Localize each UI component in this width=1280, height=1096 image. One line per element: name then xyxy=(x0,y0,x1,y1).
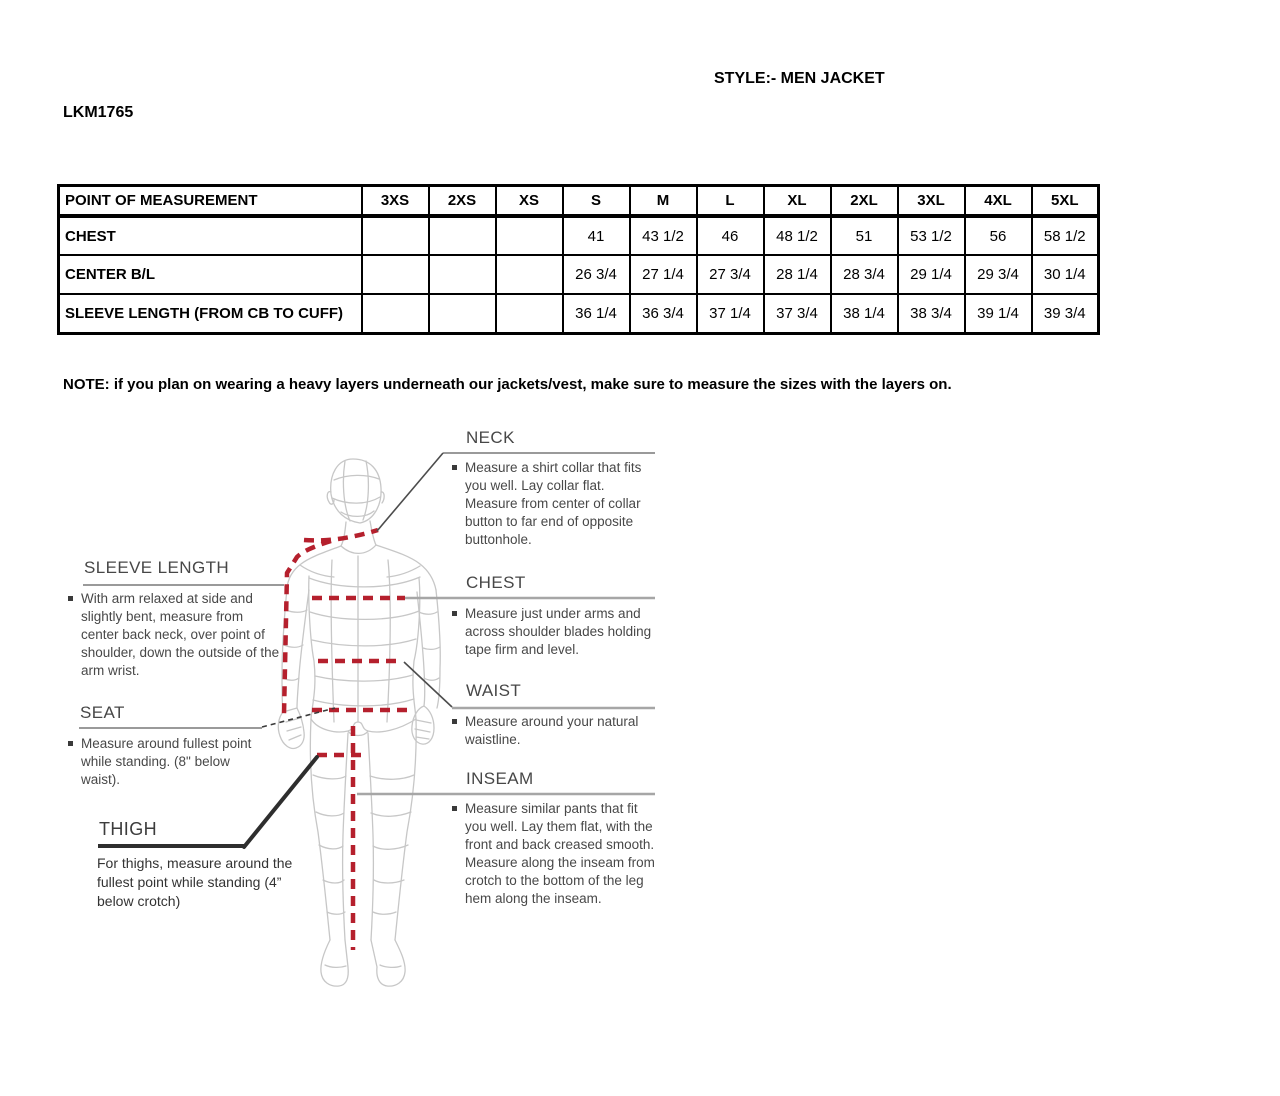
bullet-square-icon xyxy=(68,596,73,601)
table-cell xyxy=(362,216,429,255)
bullet-square-icon xyxy=(452,465,457,470)
table-cell: 51 xyxy=(831,216,898,255)
column-header: XL xyxy=(764,186,831,217)
column-header: S xyxy=(563,186,630,217)
table-cell xyxy=(362,294,429,333)
table-cell: 48 1/2 xyxy=(764,216,831,255)
sleeve-length-instructions-text: With arm relaxed at side and slightly bent, measure from center back neck, over point of shoulder, down the outside of the arm wrist. xyxy=(81,591,280,678)
seat-instructions xyxy=(68,735,263,789)
column-header: POINT OF MEASUREMENT xyxy=(59,186,362,217)
table-cell: 58 1/2 xyxy=(1032,216,1099,255)
neck-measure-line xyxy=(304,530,378,540)
table-cell xyxy=(362,255,429,294)
mannequin-figure xyxy=(278,459,440,986)
table-cell xyxy=(429,255,496,294)
table-cell: 27 3/4 xyxy=(697,255,764,294)
waist-section-label: WAIST xyxy=(466,681,522,700)
table-cell xyxy=(429,216,496,255)
table-cell: 36 3/4 xyxy=(630,294,697,333)
table-cell xyxy=(496,216,563,255)
column-header: 3XS xyxy=(362,186,429,217)
row-label: SLEEVE LENGTH (FROM CB TO CUFF) xyxy=(59,294,362,333)
thigh-instructions-text: For thighs, measure around the fullest point while standing (4” below crotch) xyxy=(97,855,293,909)
table-cell: 38 3/4 xyxy=(898,294,965,333)
chest-instructions-text: Measure just under arms and across shoulder blades holding tape firm and level. xyxy=(465,606,652,657)
table-cell: 27 1/4 xyxy=(630,255,697,294)
style-title: STYLE:- MEN JACKET xyxy=(714,70,885,87)
table-cell: 26 3/4 xyxy=(563,255,630,294)
table-cell: 36 1/4 xyxy=(563,294,630,333)
sleeve-length-section-label: SLEEVE LENGTH xyxy=(84,558,230,577)
table-cell: 37 3/4 xyxy=(764,294,831,333)
column-header: 2XL xyxy=(831,186,898,217)
sleeve-length-instructions xyxy=(68,590,283,680)
table-cell: 29 1/4 xyxy=(898,255,965,294)
table-row xyxy=(59,294,1099,333)
thigh-instructions xyxy=(97,854,297,911)
size-chart-table xyxy=(57,184,1100,335)
table-cell: 39 3/4 xyxy=(1032,294,1099,333)
table-cell: 39 1/4 xyxy=(965,294,1032,333)
waist-instructions xyxy=(452,713,652,749)
inseam-instructions-text: Measure similar pants that fit you well. Lay them flat, with the front and back creased smooth. Measure along the inseam from crotch to the bottom of the leg hem along the inseam. xyxy=(465,801,655,906)
column-header: XS xyxy=(496,186,563,217)
waist-instructions-text: Measure around your natural waistline. xyxy=(465,714,639,747)
table-cell: 46 xyxy=(697,216,764,255)
column-header: 4XL xyxy=(965,186,1032,217)
table-header-row xyxy=(59,186,1099,217)
column-header: M xyxy=(630,186,697,217)
table-cell: 28 3/4 xyxy=(831,255,898,294)
neck-instructions-text: Measure a shirt collar that fits you well. Lay collar flat. Measure from center of collar button to far end of opposite buttonhole. xyxy=(465,460,642,547)
inseam-instructions xyxy=(452,800,657,908)
seat-section-label: SEAT xyxy=(80,703,125,722)
table-row xyxy=(59,255,1099,294)
neck-callout-line xyxy=(377,453,443,531)
table-cell: 30 1/4 xyxy=(1032,255,1099,294)
table-cell xyxy=(496,294,563,333)
table-cell: 56 xyxy=(965,216,1032,255)
column-header: L xyxy=(697,186,764,217)
model-code: LKM1765 xyxy=(63,104,134,121)
note-text: NOTE: if you plan on wearing a heavy layers underneath our jackets/vest, make sure to measure the sizes with the layers on. xyxy=(63,376,952,393)
table-row xyxy=(59,216,1099,255)
chest-instructions xyxy=(452,605,662,659)
measurement-diagram xyxy=(0,420,720,1020)
chest-section-label: CHEST xyxy=(466,573,526,592)
table-cell: 41 xyxy=(563,216,630,255)
column-header: 2XS xyxy=(429,186,496,217)
bullet-square-icon xyxy=(452,719,457,724)
sleeve-measure-line xyxy=(284,541,331,714)
table-cell: 38 1/4 xyxy=(831,294,898,333)
bullet-square-icon xyxy=(452,806,457,811)
row-label: CENTER B/L xyxy=(59,255,362,294)
table-cell xyxy=(496,255,563,294)
column-header: 3XL xyxy=(898,186,965,217)
neck-instructions xyxy=(452,459,652,549)
row-label: CHEST xyxy=(59,216,362,255)
bullet-square-icon xyxy=(68,741,73,746)
table-cell: 43 1/2 xyxy=(630,216,697,255)
table-cell: 28 1/4 xyxy=(764,255,831,294)
table-cell: 53 1/2 xyxy=(898,216,965,255)
table-cell xyxy=(429,294,496,333)
table-cell: 37 1/4 xyxy=(697,294,764,333)
inseam-section-label: INSEAM xyxy=(466,769,534,788)
neck-section-label: NECK xyxy=(466,428,515,447)
thigh-section-label: THIGH xyxy=(99,819,157,839)
column-header: 5XL xyxy=(1032,186,1099,217)
seat-instructions-text: Measure around fullest point while standing. (8" below waist). xyxy=(81,736,252,787)
table-cell: 29 3/4 xyxy=(965,255,1032,294)
bullet-square-icon xyxy=(452,611,457,616)
